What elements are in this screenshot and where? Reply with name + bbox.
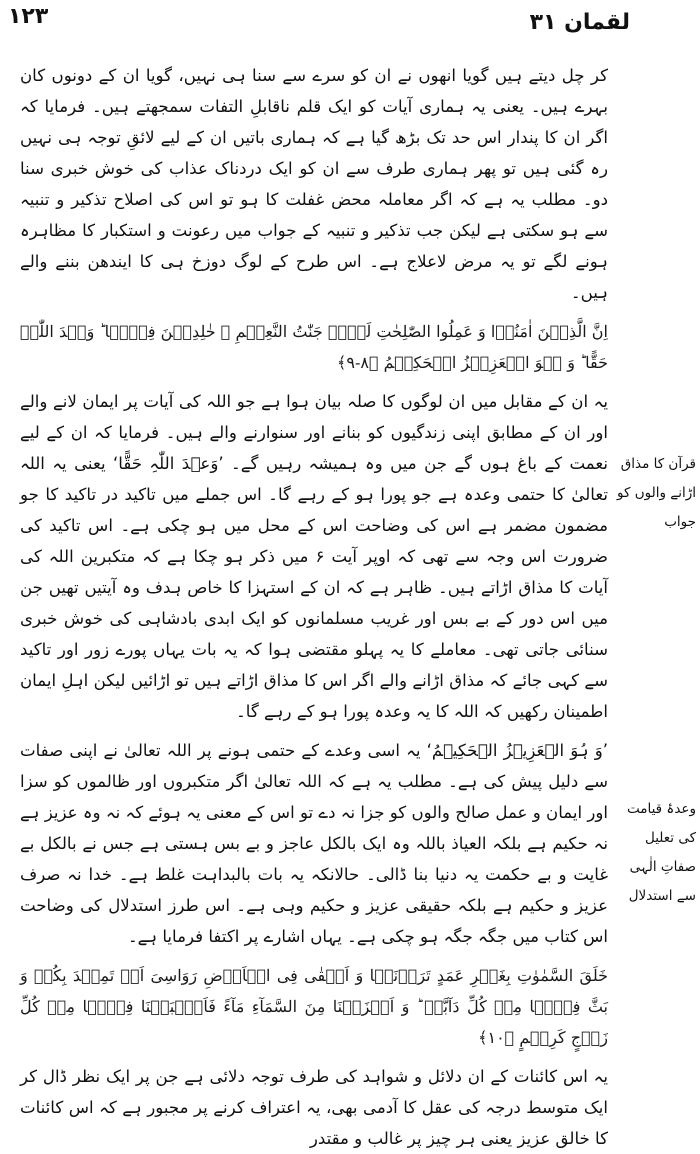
paragraph-4: یہ اس کائنات کے ان دلائل و شواہد کی طرف توجہ دلائی ہے جن پر ایک نظر ڈال کر ایک متوسط درجہ کی عقل کا آدمی بھی، یہ اعتراف کرنے پر مجبور ہے کہ اس کائنات کا خالق عزیز یعنی ہر چیز پر غالب و مقتدر — [20, 1067, 608, 1148]
main-text-column — [20, 60, 608, 1148]
quran-verse-10: خَلَقَ السَّمٰوٰتِ بِغَیۡرِ عَمَدٍ تَرَوۡنَہَا وَ اَلۡقٰی فِی الۡاَرۡضِ رَوَاسِیَ اَنۡ تَمِیۡدَ بِکُمۡ وَ بَثَّ فِیۡہَا مِنۡ کُلِّ دَآبَّۃٍ ؕ وَ اَنۡزَلۡنَا مِنَ السَّمَآءِ مَآءً فَاَنۡۢبَتۡنَا فِیۡہَا مِنۡ کُلِّ زَوۡجٍ کَرِیۡمٍ ﴿١٠﴾ — [20, 966, 608, 1047]
margin-note-promise-reasoning: وعدۂ قیامت کی تعلیل صفاتِ الٰہی سے استدلال — [627, 801, 696, 904]
margin-note-mockery-response: قرآن کا مذاق اڑانے والوں کو جواب — [617, 456, 696, 530]
paragraph-3: ’وَ ہُوَ الۡعَزِیۡزُ الۡحَکِیۡمُ‘ یہ اسی وعدے کے حتمی ہونے پر اللہ تعالیٰ نے اپنی صفات سے دلیل پیش کی ہے۔ مطلب یہ ہے کہ اللہ تعالیٰ اگر متکبروں اور ظالموں کو سزا اور ایمان و عمل صالح والوں کو جزا نہ دے تو اس کے معنی یہ ہوئے کہ نہ وہ عزیز ہے نہ حکیم ہے بلکہ العیاذ باللہ وہ ایک بالکل عاجز و بے بس ہستی ہے جس نے بالکل بے غایت و بے حکمت یہ دنیا بنا ڈالی۔ حالانکہ یہ بات بالبداہت غلط ہے۔ خدا نہ صرف عزیز و حکیم ہے بلکہ حقیقی عزیز و حکیم وہی ہے۔ اس طرز استدلال کی وضاحت اس کتاب میں جگہ جگہ ہو چکی ہے۔ یہاں اشارے پر اکتفا فرمایا ہے۔ — [20, 741, 608, 946]
paragraph-1: کر چل دیتے ہیں گویا انھوں نے ان کو سرے سے سنا ہی نہیں، گویا ان کے دونوں کان بہرے ہیں۔ یعنی یہ ہماری آیات کو ایک قلم ناقابلِ التفات سمجھتے ہیں۔ فرمایا کہ اگر ان کا پندار اس حد تک بڑھ گیا ہے کہ ہماری باتیں ان کے لیے لائقِ توجہ ہی نہیں رہ گئی ہیں تو پھر ہماری طرف سے ان کو ایک دردناک عذاب کی خوش خبری سنا دو۔ مطلب یہ ہے کہ اگر معاملہ محض غفلت کا ہو تو اس کی اصلاح تذکیر و تنبیہ سے ہو سکتی ہے لیکن جب تذکیر و تنبیہ کے جواب میں رعونت و استکبار کا مظاہرہ ہونے لگے تو یہ مرض لاعلاج ہے۔ اس طرح کے لوگ دوزخ ہی کا ایندھن بننے والے ہیں۔ — [20, 66, 608, 302]
paragraph-2: یہ ان کے مقابل میں ان لوگوں کا صلہ بیان ہوا ہے جو اللہ کی آیات پر ایمان لانے والے اور ان کے مطابق اپنی زندگیوں کو بنانے اور سنوارنے والے ہیں۔ فرمایا کہ ان کے لیے نعمت کے باغ ہوں گے جن میں وہ ہمیشہ رہیں گے۔ ’وَعۡدَ اللّٰہِ حَقًّا‘ یعنی یہ اللہ تعالیٰ کا حتمی وعدہ ہے جو پورا ہو کے رہے گا۔ اس جملے میں تاکید در تاکید کا جو مضمون مضمر ہے اس کی وضاحت اس کے محل میں ہو چکی ہے۔ اس تاکید کی ضرورت اس وجہ سے تھی کہ اوپر آیت ۶ میں ذکر ہو چکا ہے کہ متکبرین اللہ کی آیات کا مذاق اڑاتے ہیں۔ ظاہر ہے کہ ان کے استہزا کا خاص ہدف وہ آیتیں تھیں جن میں اس دور کے بے بس اور غریب مسلمانوں کو ایک ابدی بادشاہی کی خوش خبری سنائی جاتی تھی۔ معاملے کا یہ پہلو مقتضی ہوا کہ یہ بات یہاں پورے زور اور تاکید سے کہی جائے کہ مذاق اڑانے والے اگر اس کا مذاق اڑاتے ہیں تو اڑائیں لیکن اہلِ ایمان اطمینان رکھیں کہ اللہ کا یہ وعدہ پورا ہو کے رہے گا۔ — [20, 392, 608, 721]
page-number: ١٢٣ — [8, 4, 49, 29]
chapter-title: لقمان ٣١ — [529, 10, 630, 35]
page-header — [0, 0, 700, 48]
quran-verse-8-9: اِنَّ الَّذِیۡنَ اٰمَنُوۡا وَ عَمِلُوا الصّٰلِحٰتِ لَہُمۡ جَنّٰتُ النَّعِیۡمِ ۙ خٰلِدِیۡنَ فِیۡہَا ؕ وَعۡدَ اللّٰہِ حَقًّا ؕ وَ ہُوَ الۡعَزِیۡزُ الۡحَکِیۡمُ ﴿٨-٩﴾ — [20, 322, 608, 372]
